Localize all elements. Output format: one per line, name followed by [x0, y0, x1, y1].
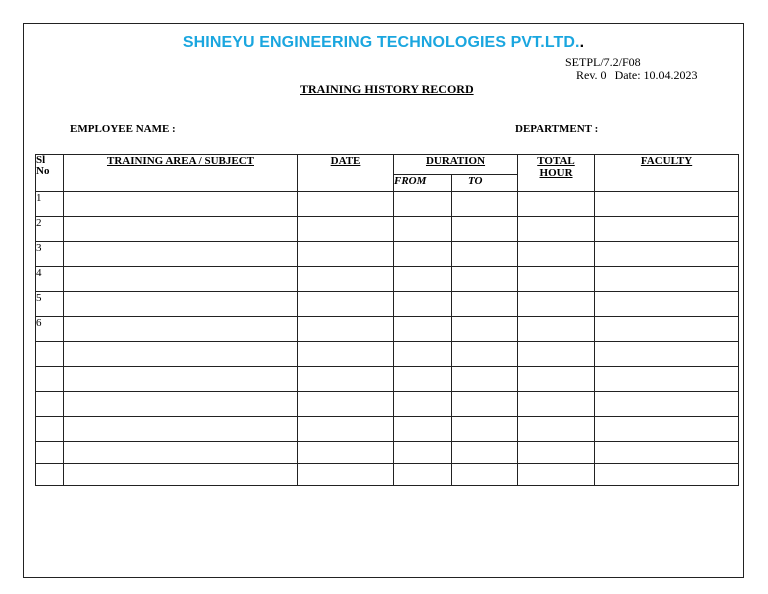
- table-row: [36, 242, 739, 267]
- training-record-form: [23, 23, 744, 578]
- header-sl-no-line2: No: [36, 165, 50, 177]
- training-table: [35, 154, 739, 486]
- employee-name-label: EMPLOYEE NAME :: [70, 123, 176, 135]
- subject-cell[interactable]: [64, 367, 298, 392]
- date-cell[interactable]: [298, 292, 394, 317]
- table-row: [36, 417, 739, 442]
- faculty-cell[interactable]: [595, 317, 739, 342]
- header-faculty-text: FACULTY: [640, 155, 693, 167]
- date-cell[interactable]: [298, 317, 394, 342]
- table-row: [36, 217, 739, 242]
- total-hour-cell[interactable]: [518, 464, 595, 486]
- row-number: 1: [36, 192, 64, 217]
- header-date-text: DATE: [330, 155, 361, 167]
- from-cell[interactable]: [394, 367, 452, 392]
- to-cell[interactable]: [452, 317, 518, 342]
- date-cell[interactable]: [298, 242, 394, 267]
- total-hour-cell[interactable]: [518, 367, 595, 392]
- faculty-cell[interactable]: [595, 342, 739, 367]
- total-hour-cell[interactable]: [518, 192, 595, 217]
- to-cell[interactable]: [452, 342, 518, 367]
- table-row: [36, 464, 739, 486]
- company-name: [24, 34, 743, 52]
- to-cell[interactable]: [452, 217, 518, 242]
- row-number: [36, 464, 64, 486]
- total-hour-cell[interactable]: [518, 392, 595, 417]
- to-cell[interactable]: [452, 417, 518, 442]
- header-from: FROM: [394, 175, 452, 192]
- from-cell[interactable]: [394, 217, 452, 242]
- to-cell[interactable]: [452, 192, 518, 217]
- date-cell[interactable]: [298, 392, 394, 417]
- faculty-cell[interactable]: [595, 442, 739, 464]
- total-hour-cell[interactable]: [518, 317, 595, 342]
- company-name-text: SHINEYU ENGINEERING TECHNOLOGIES PVT.LTD.: [182, 34, 580, 51]
- row-number: 6: [36, 317, 64, 342]
- total-hour-cell[interactable]: [518, 442, 595, 464]
- to-cell[interactable]: [452, 464, 518, 486]
- to-cell[interactable]: [452, 242, 518, 267]
- row-number: [36, 417, 64, 442]
- to-cell[interactable]: [452, 292, 518, 317]
- header-subject: [64, 155, 298, 192]
- date-cell[interactable]: [298, 342, 394, 367]
- row-number: [36, 342, 64, 367]
- date-cell[interactable]: [298, 464, 394, 486]
- date-cell[interactable]: [298, 217, 394, 242]
- from-cell[interactable]: [394, 464, 452, 486]
- faculty-cell[interactable]: [595, 267, 739, 292]
- date-cell[interactable]: [298, 417, 394, 442]
- faculty-cell[interactable]: [595, 217, 739, 242]
- header-total-line2: HOUR: [539, 167, 573, 179]
- date-cell[interactable]: [298, 367, 394, 392]
- subject-cell[interactable]: [64, 392, 298, 417]
- faculty-cell[interactable]: [595, 417, 739, 442]
- header-duration: [394, 155, 518, 175]
- subject-cell[interactable]: [64, 317, 298, 342]
- faculty-cell[interactable]: [595, 464, 739, 486]
- table-row: [36, 267, 739, 292]
- row-number: 4: [36, 267, 64, 292]
- faculty-cell[interactable]: [595, 242, 739, 267]
- total-hour-cell[interactable]: [518, 217, 595, 242]
- revision-date: Date: 10.04.2023: [614, 68, 698, 82]
- from-cell[interactable]: [394, 292, 452, 317]
- subject-cell[interactable]: [64, 192, 298, 217]
- total-hour-cell[interactable]: [518, 242, 595, 267]
- header-faculty: [595, 155, 739, 192]
- date-cell[interactable]: [298, 267, 394, 292]
- table-row: [36, 342, 739, 367]
- header-sl-no: [36, 155, 64, 192]
- subject-cell[interactable]: [64, 342, 298, 367]
- form-title: TRAINING HISTORY RECORD: [300, 82, 474, 96]
- from-cell[interactable]: [394, 442, 452, 464]
- table-row: [36, 192, 739, 217]
- table-row: [36, 367, 739, 392]
- from-cell[interactable]: [394, 417, 452, 442]
- row-number: [36, 367, 64, 392]
- to-cell[interactable]: [452, 367, 518, 392]
- header-to: TO: [452, 175, 518, 192]
- date-cell[interactable]: [298, 442, 394, 464]
- from-cell[interactable]: [394, 342, 452, 367]
- table-row: [36, 392, 739, 417]
- total-hour-cell[interactable]: [518, 267, 595, 292]
- row-number: 3: [36, 242, 64, 267]
- row-number: [36, 392, 64, 417]
- to-cell[interactable]: [452, 442, 518, 464]
- row-number: 2: [36, 217, 64, 242]
- to-cell[interactable]: [452, 267, 518, 292]
- table-body: [36, 192, 739, 486]
- revision-line: [576, 69, 698, 82]
- row-number: 5: [36, 292, 64, 317]
- subject-cell[interactable]: [64, 442, 298, 464]
- table-row: [36, 442, 739, 464]
- from-cell[interactable]: [394, 317, 452, 342]
- header-duration-text: DURATION: [425, 155, 486, 167]
- subject-cell[interactable]: [64, 417, 298, 442]
- from-cell[interactable]: [394, 267, 452, 292]
- subject-cell[interactable]: [64, 267, 298, 292]
- to-cell[interactable]: [452, 392, 518, 417]
- company-name-suffix: .: [579, 34, 585, 51]
- total-hour-cell[interactable]: [518, 342, 595, 367]
- faculty-cell[interactable]: [595, 192, 739, 217]
- row-number: [36, 442, 64, 464]
- date-cell[interactable]: [298, 192, 394, 217]
- faculty-cell[interactable]: [595, 392, 739, 417]
- subject-cell[interactable]: [64, 464, 298, 486]
- table-row: [36, 317, 739, 342]
- from-cell[interactable]: [394, 192, 452, 217]
- subject-cell[interactable]: [64, 292, 298, 317]
- table-row: [36, 292, 739, 317]
- total-hour-cell[interactable]: [518, 417, 595, 442]
- subject-cell[interactable]: [64, 242, 298, 267]
- department-label: DEPARTMENT :: [515, 123, 599, 135]
- subject-cell[interactable]: [64, 217, 298, 242]
- revision: Rev. 0: [576, 68, 607, 82]
- total-hour-cell[interactable]: [518, 292, 595, 317]
- from-cell[interactable]: [394, 242, 452, 267]
- header-subject-text: TRAINING AREA / SUBJECT: [106, 155, 254, 167]
- header-total-line1: TOTAL: [537, 155, 575, 167]
- header-date: [298, 155, 394, 192]
- document-number: SETPL/7.2/F08: [565, 55, 641, 69]
- from-cell[interactable]: [394, 392, 452, 417]
- header-total-hour: [518, 155, 595, 192]
- header-sl-no-line1: Sl: [36, 154, 46, 166]
- faculty-cell[interactable]: [595, 292, 739, 317]
- faculty-cell[interactable]: [595, 367, 739, 392]
